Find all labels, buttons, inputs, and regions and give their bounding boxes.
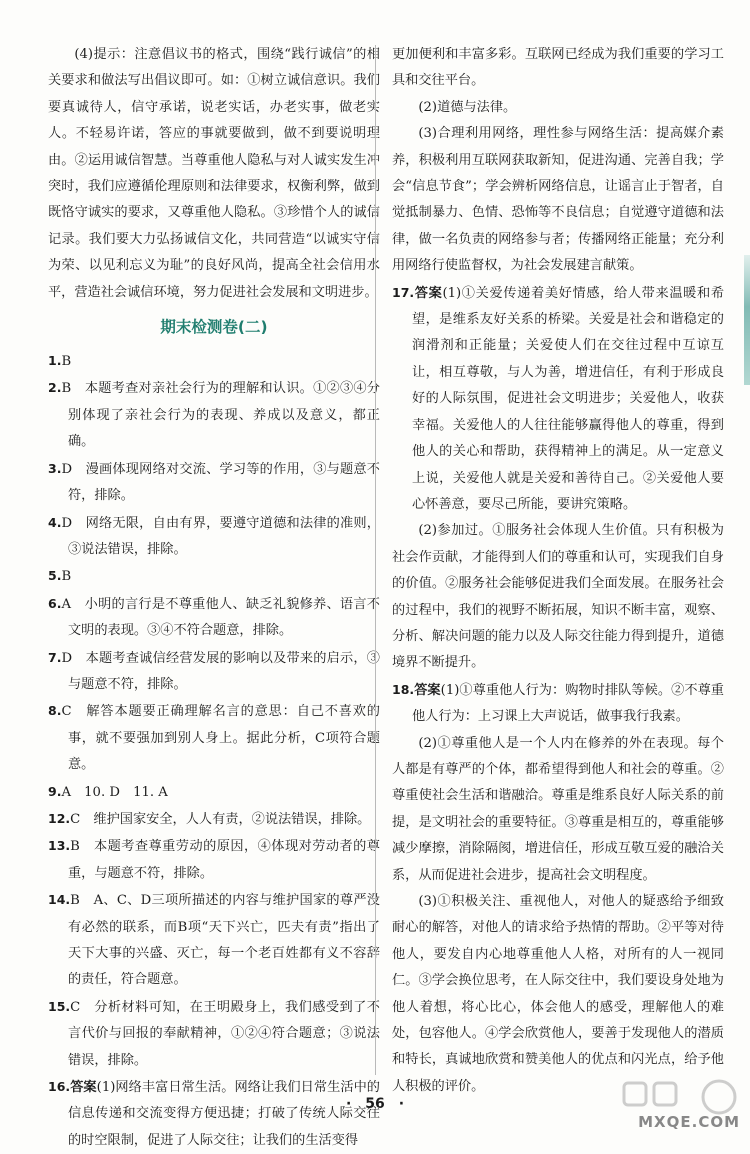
answer-item bbox=[48, 779, 380, 806]
answer-number: 2. bbox=[48, 380, 62, 396]
watermark-text: MXQE.COM bbox=[638, 1113, 740, 1131]
page-edge-strip bbox=[744, 255, 750, 385]
column-divider bbox=[375, 45, 376, 1075]
answer-text: (1)①关爱传递着美好情感，给人带来温暖和希望，是维系友好关系的桥梁。关爱是社会和谐稳定的润滑剂和正能量；关爱使人们在交往过程中互谅互让，相互尊敬，与人为善，增进信任，有利于形成良好的人际氛围，促进社会文明进步；关爱他人，收获幸福。关爱他人的人往往能够赢得他人的尊重，得到他人的关心和帮助，获得精神上的满足。从一定意义上说，关爱他人就是关爱和善待自己。②关爱他人要心怀善意，要尽己所能，要讲究策略。 bbox=[412, 285, 725, 512]
answer-item bbox=[48, 510, 380, 564]
answer-item bbox=[48, 887, 380, 994]
answer-item bbox=[48, 833, 380, 887]
answer-text: B bbox=[61, 354, 72, 370]
answer-item-18 bbox=[392, 677, 724, 731]
answer-number: 17. bbox=[392, 284, 415, 300]
answer-item bbox=[48, 645, 380, 699]
answer-number: 15. bbox=[48, 998, 71, 1014]
answer-number: 1. bbox=[48, 353, 62, 369]
answer-text: C 分析材料可知，在王明殿身上，我们感受到了不言代价与回报的奉献精神，①②④符合题意；③说法错误，排除。 bbox=[68, 999, 380, 1068]
answer-text: C 维护国家安全，人人有责，②说法错误，排除。 bbox=[70, 811, 371, 827]
answer-label: 答案 bbox=[414, 682, 441, 698]
answer-16-part2: (2)道德与法律。 bbox=[418, 99, 517, 115]
answer-number: 3. bbox=[48, 460, 62, 476]
answer-16-part3: (3)合理利用网络，理性参与网络生活：提高媒介素养，积极利用互联网获取新知，促进沟通、完善自我；学会“信息节食”；学会辨析网络信息，让谣言止于智者，自觉抵制暴力、色情、恐怖等不良信息；自觉遵守道德和法律，做一名负责的网络参与者；传播网络正能量；充分利用网络行使监督权，为社会发展建言献策。 bbox=[392, 126, 724, 274]
answer-item-17 bbox=[392, 280, 724, 519]
answer-text: A 10. D 11. A bbox=[61, 784, 168, 800]
intro-paragraph: (4)提示：注意倡议书的格式，围绕“践行诚信”的相关要求和做法写出倡议即可。如：①树立诚信意识。我们要真诚待人，信守承诺，说老实话，办老实事，做老实人。不轻易许诺，答应的事就要做到，做不到要说明理由。②运用诚信智慧。当尊重他人隐私与对人诚实发生冲突时，我们应遵循伦理原则和法律要求，权衡利弊，做到既恪守诚实的要求，又尊重他人隐私。③珍惜个人的诚信记录。我们要大力弘扬诚信文化，共同营造“以诚实守信为荣、以见利忘义为耻”的良好风尚，提高全社会信用水平，营造社会诚信环境，努力促进社会发展和文明进步。 bbox=[48, 47, 380, 300]
answer-text: (1)网络丰富日常生活。网络让我们日常生活中的信息传递和交流变得方便迅捷；打破了传统人际交往的时空限制，促进了人际交往；让我们的生活变得 bbox=[68, 1080, 380, 1148]
answer-item-16 bbox=[48, 1074, 380, 1154]
answer-list bbox=[48, 348, 380, 1074]
answer-item bbox=[48, 591, 380, 645]
answer-18-part2: (2)①尊重他人是一个人内在修养的外在表现。每个人都是有尊严的个体，都希望得到他人和社会的尊重。②尊重使社会生活和谐融洽。尊重是维系良好人际关系的前提，是文明社会的重要特征。③尊重是相互的，尊重能够减少摩擦，消除隔阂，增进信任，形成互敬互爱的融洽关系，从而促进社会进步，提高社会文明程度。 bbox=[392, 735, 724, 883]
answer-number: 13. bbox=[48, 838, 71, 854]
answer-number: 16. bbox=[48, 1079, 71, 1095]
answer-number: 6. bbox=[48, 595, 62, 611]
left-column bbox=[48, 42, 380, 1154]
answer-text: B 本题考查对亲社会行为的理解和认识。①②③④分别体现了亲社会行为的表现、养成以及意义，都正确。 bbox=[61, 381, 380, 450]
answer-number: 12. bbox=[48, 810, 71, 826]
answer-text: D 本题考查诚信经营发展的影响以及带来的启示，③与题意不符，排除。 bbox=[61, 650, 380, 692]
answer-item bbox=[48, 806, 380, 833]
answer-number: 18. bbox=[392, 681, 415, 697]
answer-text: (1)①尊重他人行为：购物时排队等候。②不尊重他人行为：上习课上大声说话，做事我行我素。 bbox=[412, 682, 724, 725]
page-number: · 56 · bbox=[345, 1096, 405, 1112]
answer-text: B A、C、D三项所描述的内容与维护国家的尊严没有必然的联系，而B项“天下兴亡，匹夫有责”指出了天下大事的兴盛、灭亡，每一个老百姓都有义不容辞的责任，符合题意。 bbox=[68, 893, 380, 988]
answer-item bbox=[48, 698, 380, 778]
answer-number: 14. bbox=[48, 892, 71, 908]
answer-item bbox=[48, 348, 380, 375]
answer-18-part3: (3)①积极关注、重视他人，对他人的疑惑给予细致耐心的解答，对他人的请求给予热情的帮助。②平等对待他人，要发自内心地尊重他人人格，对所有的人一视同仁。③学会换位思考，在人际交往中，我们要设身处地为他人着想，将心比心，体会他人的感受，理解他人的难处，包容他人。④学会欣赏他人，要善于发现他人的潜质和特长，真诚地欣赏和赞美他人的优点和闪光点，给予他人积极的评价。 bbox=[392, 894, 724, 1094]
answer-text: D 网络无限，自由有界，要遵守道德和法律的准则，③说法错误，排除。 bbox=[61, 515, 380, 557]
answer-number: 5. bbox=[48, 568, 62, 584]
answer-text: B bbox=[61, 569, 72, 585]
right-column bbox=[392, 42, 724, 1100]
answer-17-part2: (2)参加过。①服务社会体现人生价值。只有积极为社会作贡献，才能得到人们的尊重和认可，实现我们自身的价值。②服务社会能够促进我们全面发展。在服务社会的过程中，我们的视野不断拓展，知识不断丰富，观察、分析、解决问题的能力以及人际交往能力得到提升，道德境界不断提升。 bbox=[392, 523, 724, 671]
answer-item bbox=[48, 563, 380, 590]
answer-text: A 小明的言行是不尊重他人、缺乏礼貌修养、语言不文明的表现。③④不符合题意，排除。 bbox=[61, 596, 380, 639]
answer-label: 答案 bbox=[414, 285, 443, 301]
answer-text: B 本题考查尊重劳动的原因，④体现对劳动者的尊重，与题意不符，排除。 bbox=[68, 839, 380, 881]
section-title: 期末检测卷(二) bbox=[160, 318, 268, 337]
answer-item bbox=[48, 456, 380, 510]
answer-number: 4. bbox=[48, 514, 62, 530]
answer-item bbox=[48, 375, 380, 455]
answer-16-continued: 更加便利和丰富多彩。互联网已经成为我们重要的学习工具和交往平台。 bbox=[392, 47, 724, 89]
answer-number: 9. bbox=[48, 783, 62, 799]
answer-text: D 漫画体现网络对交流、学习等的作用，③与题意不符，排除。 bbox=[61, 461, 380, 504]
answer-number: 8. bbox=[48, 703, 62, 719]
answer-item bbox=[48, 994, 380, 1074]
answer-label: 答案 bbox=[70, 1080, 97, 1096]
answer-number: 7. bbox=[48, 649, 62, 665]
answer-text: C 解答本题要正确理解名言的意思：自己不喜欢的事，就不要强加到别人身上。据此分析，C项符合题意。 bbox=[61, 704, 380, 773]
